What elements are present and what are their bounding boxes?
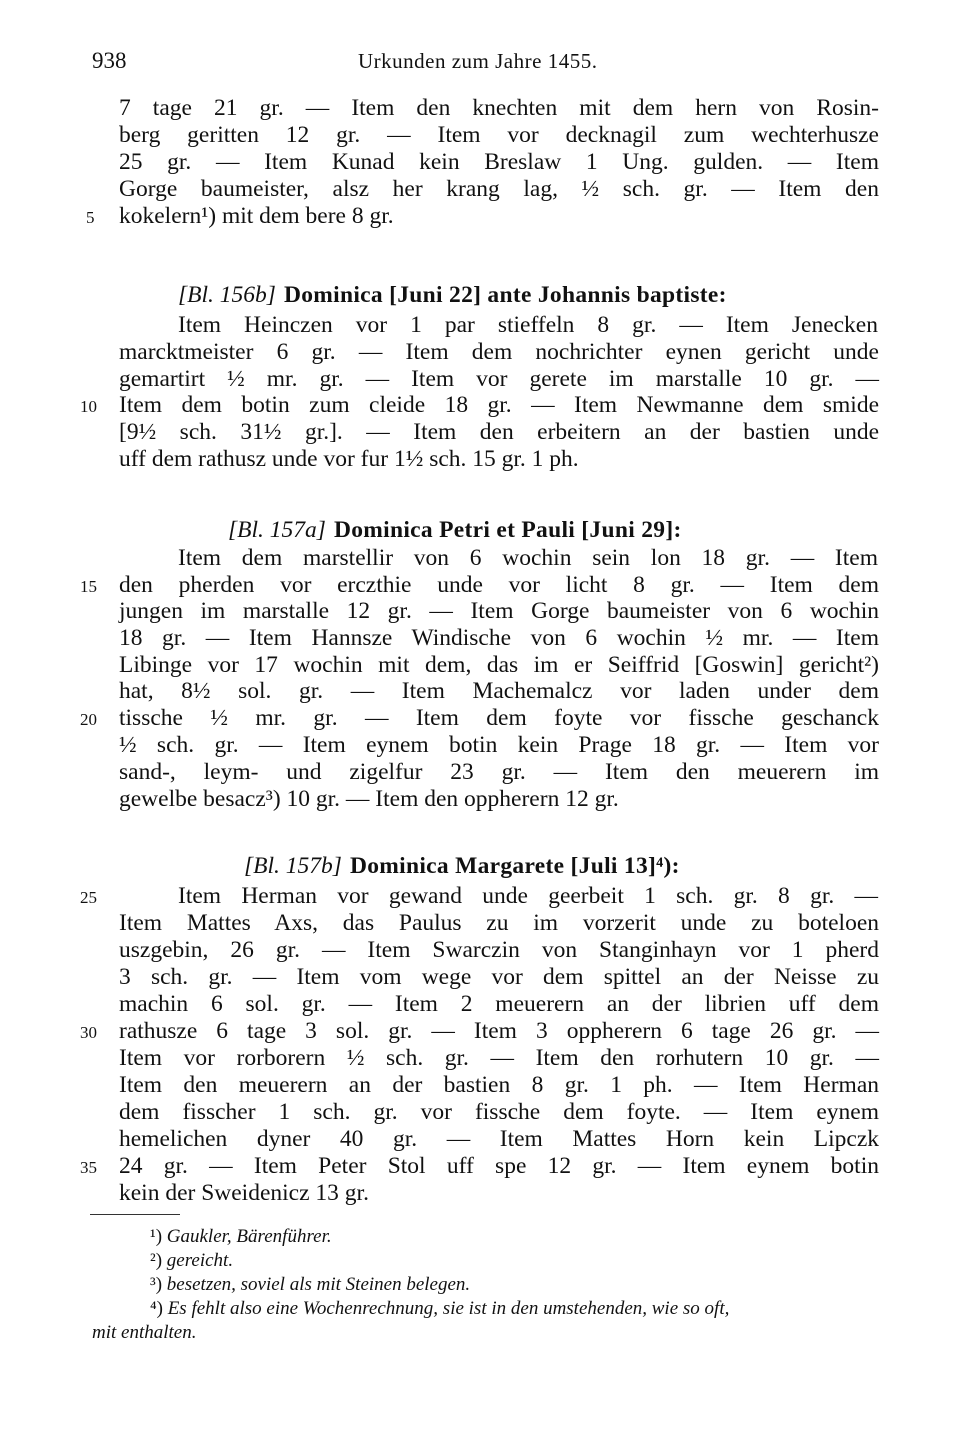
- footnote-text: besetzen, soviel als mit Steinen belegen.: [166, 1274, 471, 1295]
- text-line: marcktmeister 6 gr. — Item dem nochrichter eynen gericht unde: [119, 339, 879, 365]
- text-line: uff dem rathusz unde vor fur 1½ sch. 15 gr. 1 ph.: [119, 446, 579, 472]
- text-line: gewelbe besacz³) 10 gr. — Item den oppherern 12 gr.: [119, 786, 619, 812]
- section-heading: [178, 282, 878, 309]
- footnote: [150, 1297, 729, 1321]
- text-line: Item Heinczen vor 1 par stieffeln 8 gr. — Item Jenecken: [178, 312, 878, 338]
- footnote-mark: ³): [150, 1274, 163, 1295]
- text-line: berg geritten 12 gr. — Item vor decknagil zum wechterhusze: [119, 122, 879, 148]
- text-line: 24 gr. — Item Peter Stol uff spe 12 gr. — Item eynem botin: [119, 1153, 879, 1179]
- text-line: uszgebin, 26 gr. — Item Swarczin von Stanginhayn vor 1 pherd: [119, 937, 879, 963]
- text-line: ½ sch. gr. — Item eynem botin kein Prage 18 gr. — Item vor: [119, 732, 879, 758]
- text-line: Libinge vor 17 wochin mit dem, das im er Seiffrid [Goswin] gericht²): [119, 652, 879, 678]
- footnote-continuation: mit enthalten.: [92, 1322, 197, 1343]
- text-line: sand-, leym- und zigelfur 23 gr. — Item den meuerern im: [119, 759, 879, 785]
- footnote-mark: ⁴): [150, 1298, 163, 1319]
- line-number: 30: [80, 1023, 97, 1042]
- footnote-mark: ¹): [150, 1226, 163, 1247]
- footnote: [150, 1249, 233, 1273]
- footnote: [150, 1273, 470, 1297]
- text-line: Item den meuerern an der bastien 8 gr. 1 ph. — Item Herman: [119, 1072, 879, 1098]
- line-number: 5: [86, 208, 95, 227]
- folio-reference: [Bl. 157b]: [244, 853, 342, 879]
- footnote-text: Gaukler, Bärenführer.: [166, 1226, 332, 1247]
- page-number: 938: [92, 48, 127, 73]
- text-line: den pherden vor erczthie unde vor licht 8 gr. — Item dem: [119, 572, 879, 598]
- section-heading: [244, 853, 878, 880]
- running-title: Urkunden zum Jahre 1455.: [358, 49, 598, 73]
- line-number: 25: [80, 888, 97, 907]
- line-number: 20: [80, 710, 97, 729]
- text-line: rathusze 6 tage 3 sol. gr. — Item 3 oppherern 6 tage 26 gr. —: [119, 1018, 879, 1044]
- line-number: 35: [80, 1158, 97, 1177]
- text-line: Item Mattes Axs, das Paulus zu im vorzerit unde zu boteloen: [119, 910, 879, 936]
- text-line: hat, 8½ sol. gr. — Item Machemalcz vor laden under dem: [119, 678, 879, 704]
- section-title: Dominica [Juni 22] ante Johannis baptiste:: [283, 282, 727, 308]
- text-line: [9½ sch. 31½ gr.]. — Item den erbeitern an der bastien unde: [119, 419, 879, 445]
- text-line: tissche ½ mr. gr. — Item dem foyte vor fissche geschanck: [119, 705, 879, 731]
- footnote-text: Es fehlt also eine Wochenrechnung, sie ist in den umstehenden, wie so oft,: [167, 1298, 730, 1319]
- text-line: dem fisscher 1 sch. gr. vor fissche dem foyte. — Item eynem: [119, 1099, 879, 1125]
- text-line: Gorge baumeister, alsz her krang lag, ½ sch. gr. — Item den: [119, 176, 879, 202]
- text-line: 7 tage 21 gr. — Item den knechten mit dem hern von Rosin-: [119, 95, 879, 121]
- text-line: Item vor rorborern ½ sch. gr. — Item den rorhutern 10 gr. —: [119, 1045, 879, 1071]
- section-title: Dominica Margarete [Juli 13]⁴):: [349, 853, 680, 879]
- section-title: Dominica Petri et Pauli [Juni 29]:: [333, 517, 682, 543]
- text-line: 3 sch. gr. — Item vom wege vor dem spittel an der Neisse zu: [119, 964, 879, 990]
- text-line: machin 6 sol. gr. — Item 2 meuerern an der librien uff dem: [119, 991, 879, 1017]
- text-line: kokelern¹) mit dem bere 8 gr.: [119, 203, 394, 229]
- text-line: 18 gr. — Item Hannsze Windische von 6 wochin ½ mr. — Item: [119, 625, 879, 651]
- line-number: 10: [80, 397, 97, 416]
- text-line: Item Herman vor gewand unde geerbeit 1 sch. gr. 8 gr. —: [178, 883, 878, 909]
- footnote-mark: ²): [150, 1250, 163, 1271]
- text-line: Item dem botin zum cleide 18 gr. — Item Newmanne dem smide: [119, 392, 879, 418]
- text-line: Item dem marstellir von 6 wochin sein lon 18 gr. — Item: [178, 545, 878, 571]
- footnote-text: gereicht.: [166, 1250, 234, 1271]
- section-heading: [228, 517, 878, 544]
- text-line: hemelichen dyner 40 gr. — Item Mattes Horn kein Lipczk: [119, 1126, 879, 1152]
- footnote-rule: [90, 1214, 180, 1215]
- folio-reference: [Bl. 156b]: [178, 282, 276, 308]
- text-line: kein der Sweidenicz 13 gr.: [119, 1180, 369, 1206]
- footnote: [150, 1225, 332, 1249]
- text-line: 25 gr. — Item Kunad kein Breslaw 1 Ung. gulden. — Item: [119, 149, 879, 175]
- text-line: gemartirt ½ mr. gr. — Item vor gerete im marstalle 10 gr. —: [119, 366, 879, 392]
- line-number: 15: [80, 577, 97, 596]
- text-line: jungen im marstalle 12 gr. — Item Gorge baumeister von 6 wochin: [119, 598, 879, 624]
- folio-reference: [Bl. 157a]: [228, 517, 326, 543]
